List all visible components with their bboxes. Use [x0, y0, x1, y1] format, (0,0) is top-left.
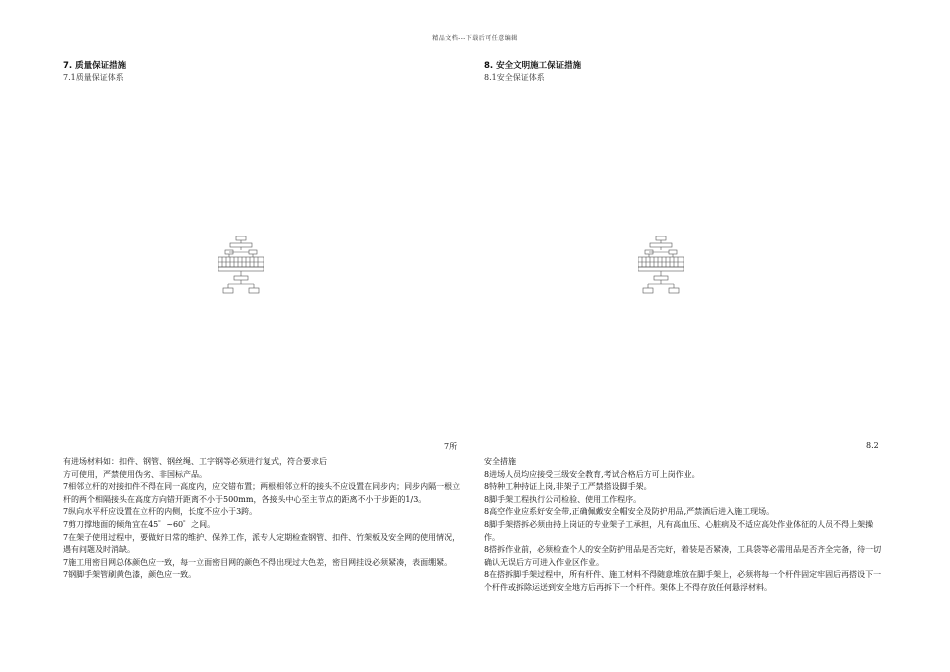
paragraph: 7相邻立杆的对接扣件不得在同一高度内，应交错布置；两根相邻立杆的接头不应设置在同步内；同步内隔一根立杆的两个相隔接头在高度方向错开距离不小于500mm，各接头中心至主节点的距离不小于步距的1/3。 — [63, 482, 461, 504]
paragraph: 7钢脚手架管刷黄色漆，颜色应一致。 — [63, 570, 197, 580]
paragraph: 方可使用，严禁使用伪劣、非国标产品。 — [63, 469, 207, 479]
paragraph: 安全措施 — [484, 457, 516, 466]
section-title-safety: 8. 安全文明施工保证措施 — [484, 61, 582, 71]
paragraph: 8在搭拆脚手架过程中，所有杆件、施工材料不得随意堆放在脚手架上，必须将每一个杆件固定牢固后再搭设下一个杆件或拆除运送到安全地方后再拆下一个杆件。架体上不得存放任何悬浮材料。 — [484, 570, 882, 592]
section-title-quality: 7. 质量保证措施 — [63, 61, 127, 71]
figure-label-7: 7所 — [444, 442, 458, 451]
left-column — [63, 60, 468, 83]
paragraph: 7在架子使用过程中，要做好日常的维护、保养工作，派专人定期检查钢管、扣件、竹架板及安全网的使用情况，遇有问题及时消缺。 — [63, 532, 461, 555]
paragraph: 7纵向水平杆应设置在立杆的内侧，长度不应小于3跨。 — [63, 507, 258, 517]
left-body-text — [63, 456, 468, 582]
safety-system-org-chart — [638, 236, 684, 296]
paragraph: 有进场材料如：扣件、钢管、钢丝绳、工字钢等必须进行复式，符合要求后 — [63, 457, 327, 466]
paragraph: 7施工用密目网总体颜色应一致，每一立面密目网的颜色不得出现过大色差，密目网挂设必须紧凑，表面绷紧。 — [63, 557, 453, 567]
page-header: 精品文档---下载后可任意编辑 — [432, 35, 518, 42]
figure-label-8-2: 8.2 — [866, 441, 879, 450]
paragraph: 8特种工种持证上岗,非架子工严禁搭设脚手架。 — [484, 482, 652, 492]
paragraph: 8脚手架搭拆必须由持上岗证的专业架子工承担，凡有高血压、心脏病及不适应高处作业体征的人员不得上架操作。 — [484, 519, 874, 542]
subsection-title-quality-system: 7.1质量保证体系 — [63, 73, 124, 82]
subsection-title-safety-system: 8.1安全保证体系 — [484, 73, 545, 82]
paragraph: 8进场人员均应接受三级安全教育,考试合格后方可上岗作业。 — [484, 469, 700, 479]
right-column — [484, 60, 889, 83]
paragraph: 8搭拆作业前，必须检查个人的安全防护用品是否完好，着装是否紧凑，工具袋等必需用品是否齐全完备，待一切确认无误后方可进入作业区作业。 — [484, 545, 882, 567]
paragraph: 7剪刀撑地面的倾角宜在45゜~60゜之间。 — [63, 519, 216, 529]
right-body-text — [484, 456, 889, 595]
paragraph: 8脚手架工程执行公司检验、使用工作程序。 — [484, 494, 642, 504]
paragraph: 8高空作业应系好安全带,正确佩戴安全帽安全及防护用品,严禁酒后进入施工现场。 — [484, 507, 775, 517]
quality-system-org-chart — [218, 236, 264, 296]
